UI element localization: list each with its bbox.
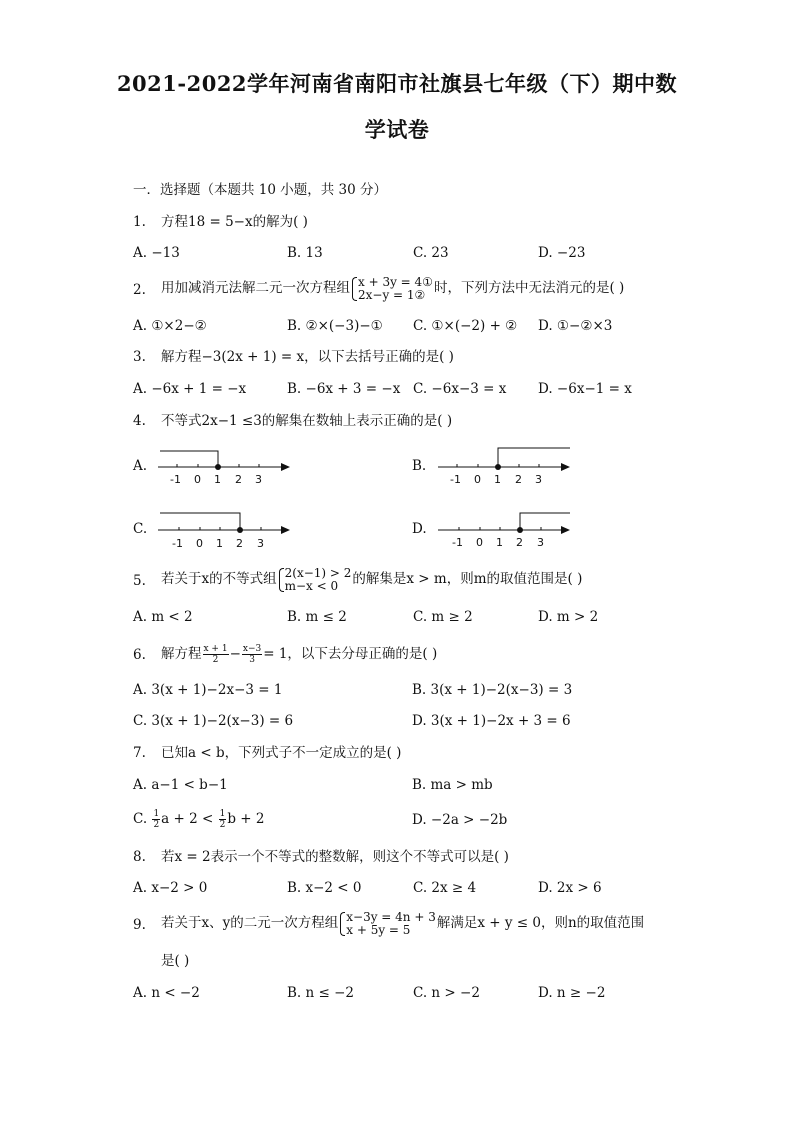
tick-label: 3 — [257, 537, 264, 550]
q4-option-d: D. — [412, 521, 427, 537]
tick-label: 0 — [474, 473, 481, 486]
page-title-line1: 2021-2022学年河南省南阳市社旗县七年级（下）期中数 — [116, 71, 678, 96]
q3-stem: 解方程−3(2x + 1) = x，以下去括号正确的是( ) — [161, 349, 454, 365]
q9-option-b: B. n ≤ −2 — [287, 985, 354, 1001]
tick-label: -1 — [450, 473, 461, 486]
q5-option-c: C. m ≥ 2 — [413, 609, 473, 625]
q5-option-a: A. m < 2 — [133, 609, 193, 625]
q4-option-c: C. — [133, 521, 148, 537]
q5-option-b: B. m ≤ 2 — [287, 609, 347, 625]
q2-number: 2. — [133, 282, 146, 298]
tick-label: 0 — [476, 536, 483, 549]
q2-option-c: C. ①×(−2) + ② — [413, 318, 518, 334]
q7-option-a: A. a−1 < b−1 — [133, 777, 228, 793]
q9-option-d: D. n ≥ −2 — [538, 985, 606, 1001]
section-heading: 一．选择题（本题共 10 小题，共 30 分） — [133, 182, 388, 198]
q2-equation-system: x + 3y = 4① 2x−y = 1② — [351, 276, 433, 302]
q9-stem: 若关于x、y的二元一次方程组 x−3y = 4n + 3 x + 5y = 5 解满足x + y ≤ 0，则n的取值范围 — [161, 909, 645, 937]
q4-number-line-c — [150, 507, 300, 557]
q1-option-c: C. 23 — [413, 245, 449, 261]
tick-label: 2 — [516, 536, 523, 549]
q9-equation-system: x−3y = 4n + 3 x + 5y = 5 — [339, 911, 436, 937]
tick-label: 1 — [496, 536, 503, 549]
q4-stem: 不等式2x−1 ≤3的解集在数轴上表示正确的是( ) — [161, 413, 453, 429]
q8-option-c: C. 2x ≥ 4 — [413, 880, 477, 896]
fraction: $\frac{x + 1}{2}$ — [203, 644, 228, 665]
fraction: $\frac{1}{2}$ — [153, 809, 160, 830]
q3-option-b: B. −6x + 3 = −x — [287, 381, 401, 397]
q7-option-b: B. ma > mb — [412, 777, 493, 793]
tick-label: 1 — [216, 537, 223, 550]
tick-label: 1 — [214, 473, 221, 486]
q5-option-d: D. m > 2 — [538, 609, 599, 625]
fraction: $\frac{1}{2}$ — [219, 809, 226, 830]
q6-stem: 解方程 $\frac{x + 1}{2}$ − $\frac{x-3}{3}$ = 1，以下去分母正确的是( ) — [161, 644, 438, 665]
q3-option-d: D. −6x−1 = x — [538, 381, 632, 397]
tick-label: 0 — [194, 473, 201, 486]
q1-option-a: A. −13 — [133, 245, 180, 261]
q8-option-b: B. x−2 < 0 — [287, 880, 362, 896]
q1-stem: 方程18 = 5−x的解为( ) — [161, 214, 308, 230]
q9-stem-line2: 是( ) — [161, 953, 190, 969]
q4-option-a: A. — [133, 458, 148, 474]
q8-option-a: A. x−2 > 0 — [133, 880, 208, 896]
q5-inequality-system: 2(x−1) > 2 m−x < 0 — [278, 567, 352, 593]
q9-option-a: A. n < −2 — [133, 985, 200, 1001]
q6-number: 6. — [133, 647, 146, 663]
tick-label: 2 — [235, 473, 242, 486]
fraction: $\frac{x-3}{3}$ — [242, 644, 262, 665]
q7-option-d: D. −2a > −2b — [412, 812, 508, 828]
q6-option-d: D. 3(x + 1)−2x + 3 = 6 — [412, 713, 571, 729]
q6-option-a: A. 3(x + 1)−2x−3 = 1 — [133, 682, 283, 698]
q2-option-b: B. ②×(−3)−① — [287, 318, 383, 334]
tick-label: -1 — [172, 537, 183, 550]
q2-option-a: A. ①×2−② — [133, 318, 207, 334]
tick-label: 0 — [196, 537, 203, 550]
q4-number-line-d — [430, 505, 580, 555]
q5-number: 5. — [133, 573, 146, 589]
page-title-line2: 学试卷 — [364, 117, 430, 142]
q6-option-b: B. 3(x + 1)−2(x−3) = 3 — [412, 682, 573, 698]
q4-number-line-a — [150, 445, 300, 495]
q3-number: 3. — [133, 349, 146, 365]
q7-number: 7. — [133, 745, 146, 761]
tick-label: 3 — [537, 536, 544, 549]
q4-option-b: B. — [412, 458, 427, 474]
q7-option-c: C. $\frac{1}{2}$ a + 2 < $\frac{1}{2}$ b + 2 — [133, 809, 265, 830]
tick-label: 2 — [515, 473, 522, 486]
q1-option-b: B. 13 — [287, 245, 323, 261]
q1-number: 1. — [133, 214, 146, 230]
tick-label: 1 — [494, 473, 501, 486]
q5-stem: 若关于x的不等式组 2(x−1) > 2 m−x < 0 的解集是x > m，则m的取值范围是( ) — [161, 565, 583, 593]
q3-option-c: C. −6x−3 = x — [413, 381, 507, 397]
q8-number: 8. — [133, 849, 146, 865]
q9-option-c: C. n > −2 — [413, 985, 480, 1001]
q8-stem: 若x = 2表示一个不等式的整数解，则这个不等式可以是( ) — [161, 849, 509, 865]
q1-option-d: D. −23 — [538, 245, 586, 261]
q4-number-line-b — [430, 442, 580, 492]
tick-label: -1 — [452, 536, 463, 549]
q7-stem: 已知a < b，下列式子不一定成立的是( ) — [161, 745, 402, 761]
q9-number: 9. — [133, 917, 146, 933]
q4-number: 4. — [133, 413, 146, 429]
q2-option-d: D. ①−②×3 — [538, 318, 613, 334]
tick-label: -1 — [170, 473, 181, 486]
q6-option-c: C. 3(x + 1)−2(x−3) = 6 — [133, 713, 294, 729]
q2-stem: 用加减消元法解二元一次方程组 x + 3y = 4① 2x−y = 1② 时，下列方法中无法消元的是( ) — [161, 274, 625, 302]
tick-label: 2 — [236, 537, 243, 550]
tick-label: 3 — [535, 473, 542, 486]
q3-option-a: A. −6x + 1 = −x — [133, 381, 247, 397]
q8-option-d: D. 2x > 6 — [538, 880, 602, 896]
tick-label: 3 — [255, 473, 262, 486]
